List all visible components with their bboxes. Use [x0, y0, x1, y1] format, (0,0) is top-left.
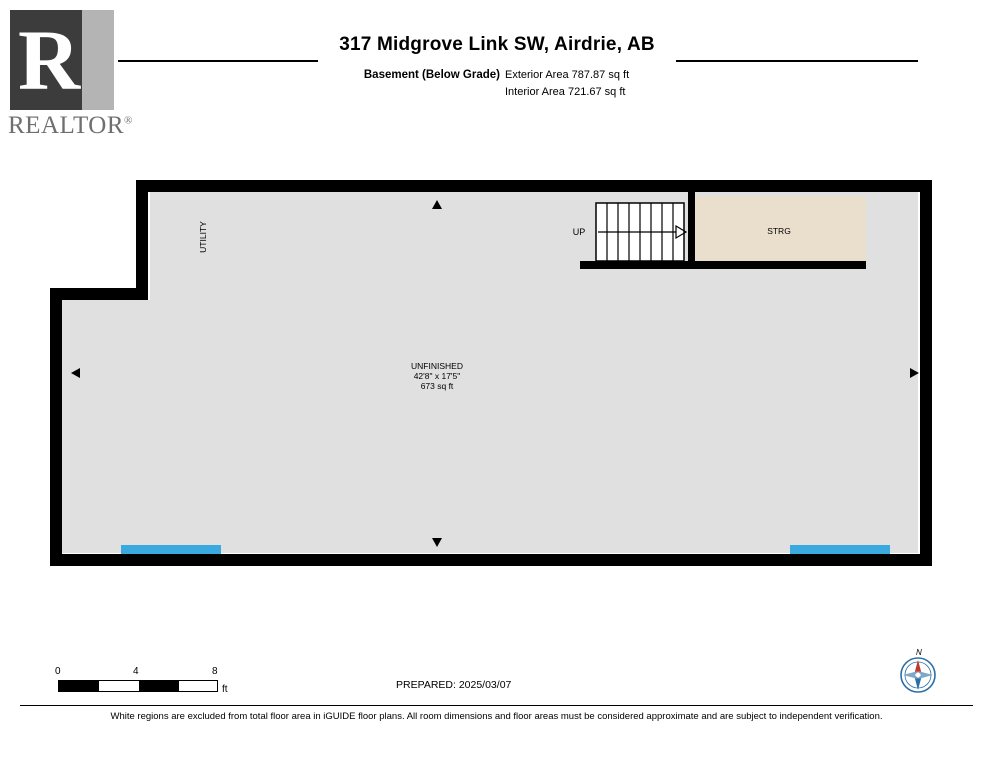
- logo-letter-r: R: [18, 12, 81, 108]
- stairs-label-up: UP: [572, 227, 586, 237]
- room-label-utility: UTILITY: [198, 221, 208, 253]
- scale-segment-2: [139, 681, 179, 691]
- prepared-date: PREPARED: 2025/03/07: [396, 679, 512, 691]
- scale-unit-label: ft: [222, 684, 228, 695]
- room-area-unfinished: 673 sq ft: [420, 381, 454, 391]
- compass-north-label: N: [916, 648, 922, 657]
- window-front-left: [121, 545, 221, 554]
- window-front-right: [790, 545, 890, 554]
- realtor-wordmark-text: REALTOR: [8, 112, 125, 139]
- room-label-unfinished: UNFINISHED: [411, 361, 463, 371]
- level-label: Basement (Below Grade): [363, 69, 500, 81]
- scale-segment-1: [59, 681, 99, 691]
- storage-wall-left: [688, 192, 695, 269]
- registered-mark: ®: [124, 114, 133, 127]
- staircase: [596, 203, 686, 261]
- interior-area-label: Interior Area 721.67 sq ft: [505, 86, 626, 98]
- scale-bar: [58, 680, 218, 692]
- scale-tick-8: 8: [212, 666, 218, 677]
- disclaimer-text: White regions are excluded from total floor area in iGUIDE floor plans. All room dimensions and floor areas must be considered approximate and are subject to independent verification.: [110, 711, 883, 722]
- room-dimensions-unfinished: 42'8" x 17'5": [413, 371, 461, 381]
- room-label-storage: STRG: [767, 226, 791, 236]
- footer-divider: [20, 705, 973, 706]
- exterior-area-label: Exterior Area 787.87 sq ft: [505, 69, 630, 81]
- storage-wall-bottom: [580, 261, 866, 269]
- scale-tick-4: 4: [133, 666, 139, 677]
- page-title: 317 Midgrove Link SW, Airdrie, AB: [339, 34, 655, 55]
- scale-tick-0: 0: [55, 666, 61, 677]
- compass-rose-icon: [898, 655, 938, 695]
